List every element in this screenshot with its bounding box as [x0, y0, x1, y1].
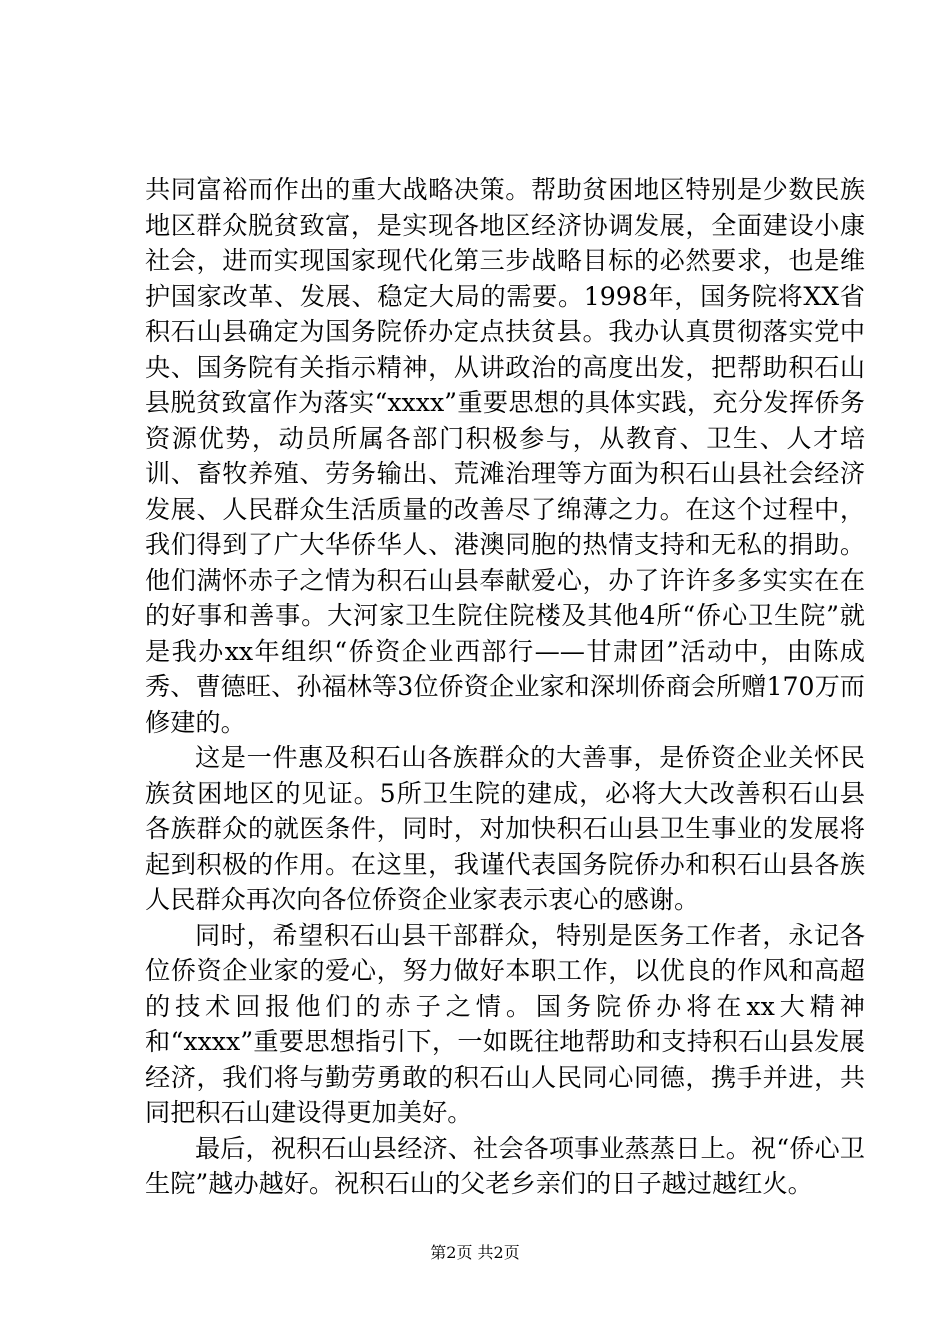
- document-body: [145, 172, 865, 1202]
- page-footer: 第2页 共2页: [430, 1243, 520, 1262]
- body-paragraph-4: 最后，祝积石山县经济、社会各项事业蒸蒸日上。祝“侨心卫生院”越办越好。祝积石山的父老乡亲们的日子越过越红火。: [145, 1133, 865, 1198]
- body-paragraph-2: 这是一件惠及积石山各族群众的大善事，是侨资企业关怀民族贫困地区的见证。5所卫生院的建成，必将大大改善积石山县各族群众的就医条件，同时，对加快积石山县卫生事业的发展将起到积极的作用。在这里，我谨代表国务院侨办和积石山县各族人民群众再次向各位侨资企业家表示衷心的感谢。: [145, 743, 865, 914]
- body-paragraph-3: 同时，希望积石山县干部群众，特别是医务工作者，永记各位侨资企业家的爱心，努力做好本职工作，以优良的作风和高超的技术回报他们的赤子之情。国务院侨办将在xx大精神和“xxxx”重要思想指引下，一如既往地帮助和支持积石山县发展经济，我们将与勤劳勇敢的积石山人民同心同德，携手并进，共同把积石山建设得更加美好。: [145, 920, 865, 1127]
- body-paragraph-1: 共同富裕而作出的重大战略决策。帮助贫困地区特别是少数民族地区群众脱贫致富，是实现各地区经济协调发展，全面建设小康社会，进而实现国家现代化第三步战略目标的必然要求，也是维护国家改革、发展、稳定大局的需要。1998年，国务院将XX省积石山县确定为国务院侨办定点扶贫县。我办认真贯彻落实党中央、国务院有关指示精神，从讲政治的高度出发，把帮助积石山县脱贫致富作为落实“xxxx”重要思想的具体实践，充分发挥侨务资源优势，动员所属各部门积极参与，从教育、卫生、人才培训、畜牧养殖、劳务输出、荒滩治理等方面为积石山县社会经济发展、人民群众生活质量的改善尽了绵薄之力。在这个过程中，我们得到了广大华侨华人、港澳同胞的热情支持和无私的捐助。他们满怀赤子之情为积石山县奉献爱心，办了许许多多实实在在的好事和善事。大河家卫生院住院楼及其他4所“侨心卫生院”就是我办xx年组织“侨资企业西部行——甘肃团”活动中，由陈成秀、曹德旺、孙福林等3位侨资企业家和深圳侨商会所赠170万而修建的。: [145, 175, 865, 737]
